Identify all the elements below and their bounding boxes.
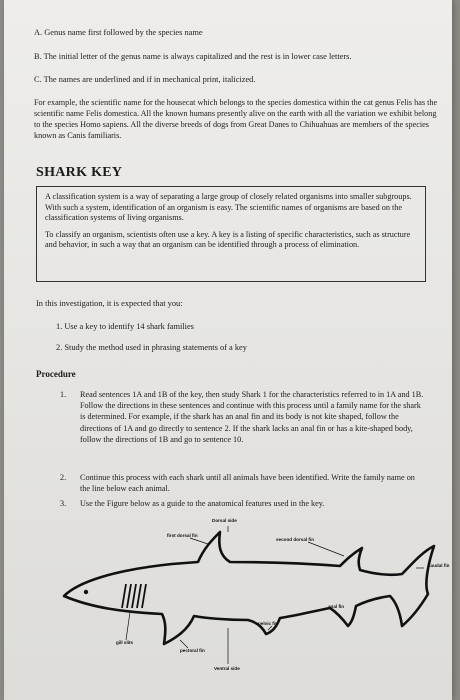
shark-anatomy-figure [4,512,452,700]
shark-body-outline [64,532,434,644]
step-text: Use the Figure below as a guide to the anatomical features used in the key. [80,499,325,508]
naming-rule-a: A. Genus name first followed by the species name [34,28,203,37]
procedure-step [60,389,426,445]
label-second-dorsal-fin: second dorsal fin [276,537,315,542]
step-number: 3. [60,499,67,508]
procedure-step [60,472,426,494]
info-paragraph-2: To classify an organism, scientists often use a key. A key is a listing of specific characteristics, such as structure and behavior, in such a way that an organism can be identified through a process of elimination. [45,229,411,250]
label-first-dorsal-fin: first dorsal fin [167,533,198,538]
step-text: Read sentences 1A and 1B of the key, then study Shark 1 for the characteristics referred to in 1A and 1B. Follow the directions in these sentences and continue with this process until a family name for the shark is determined. For example, if the shark has an anal fin and its body is not kite shaped, follow the directions of 1A and go directly to sentence 2. If the shark lacks an anal fin or has a kite-shaped body, follow the directions of 1B and go to sentence 10. [80,390,424,444]
label-caudal-fin: caudal fin [428,563,450,568]
classification-info-box [36,186,426,282]
worksheet-page [4,0,452,700]
objective-item: 1. Use a key to identify 14 shark families [56,322,194,331]
label-pectoral-fin: pectoral fin [180,648,205,653]
step-number: 2. [60,473,67,482]
procedure-step [60,498,426,509]
label-gill-slits: gill slits [116,640,134,645]
label-ventral-side: Ventral side [214,666,240,671]
section-title: SHARK KEY [36,165,123,180]
step-text: Continue this process with each shark until all animals have been identified. Write the family name on the line below each animal. [80,473,415,494]
naming-rule-b: B. The initial letter of the genus name is always capitalized and the rest is in lower case letters. [34,52,352,61]
gill-slits-marks [122,584,146,608]
label-leader-lines [126,526,424,664]
naming-rule-c: C. The names are underlined and if in mechanical print, italicized. [34,75,256,84]
investigation-intro: In this investigation, it is expected that you: [36,299,183,308]
procedure-heading: Procedure [36,369,76,379]
step-number: 1. [60,390,67,399]
label-pelvic-fin: pelvic fin [258,621,278,626]
objective-item: 2. Study the method used in phrasing statements of a key [56,343,247,352]
label-dorsal-side: Dorsal side [212,518,237,523]
shark-eye [84,590,88,594]
scientific-name-example: For example, the scientific name for the housecat which belongs to the species domestica within the cat genus Felis has the scientific name Felis domestica. All the known humans presently alive on the earth with all the variation we exhibit belong to the species Homo sapiens. All the diverse breeds of dogs from Great Danes to Chihuahuas are members of the species known as Canis familiaris. [34,98,438,140]
label-anal-fin: anal fin [328,604,345,609]
info-paragraph-1: A classification system is a way of separating a large group of closely related organisms into smaller subgroups. With such a system, identification of an organism is easy. The scientific names of organisms are based on the classification systems of living organisms. [45,192,412,223]
